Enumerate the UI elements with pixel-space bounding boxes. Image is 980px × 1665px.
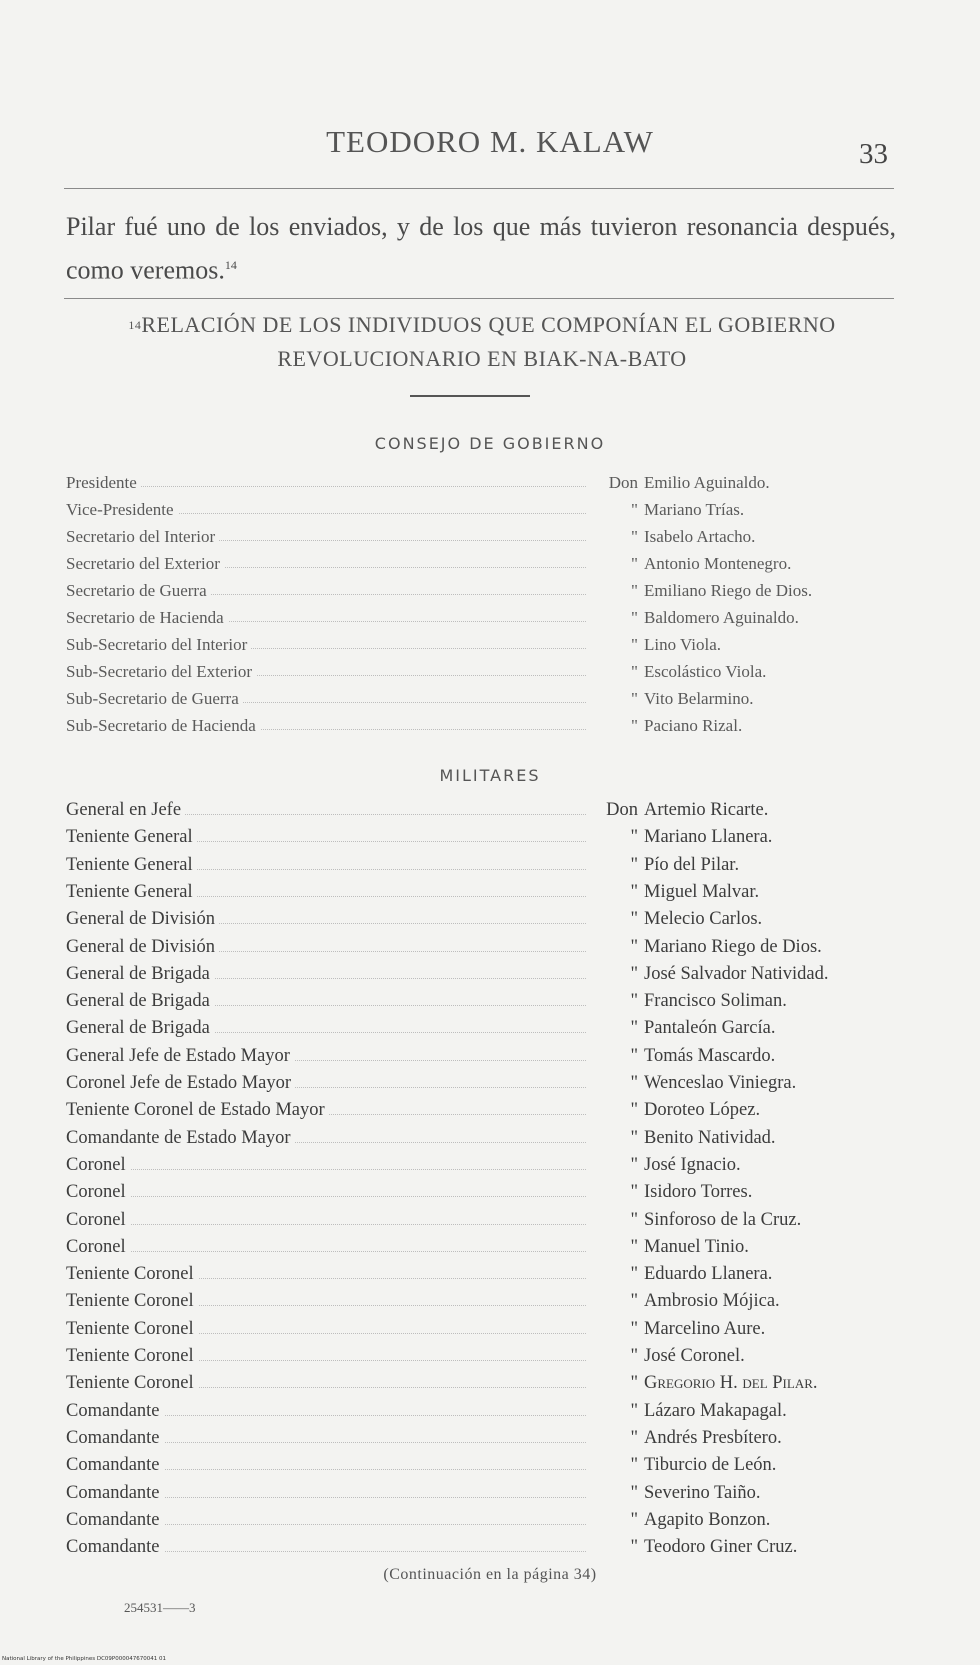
role-label: General de Brigada — [66, 1018, 214, 1038]
roster-row — [66, 937, 886, 964]
roster-row — [66, 608, 886, 635]
person-name: José Coronel. — [644, 1346, 745, 1366]
person-name: Mariano Trías. — [644, 500, 745, 519]
name-prefix: " — [630, 1509, 638, 1530]
person-name: Doroteo López. — [644, 1100, 761, 1121]
name-prefix: " — [631, 527, 638, 546]
person-name: Mariano Riego de Dios. — [644, 936, 822, 957]
role-cell — [66, 1455, 586, 1476]
name-prefix: " — [630, 1100, 638, 1121]
role-cell — [66, 1401, 586, 1422]
role-cell — [66, 1483, 586, 1504]
name-prefix: " — [630, 1073, 638, 1093]
person-name: Sinforoso de la Cruz. — [644, 1209, 802, 1230]
role-cell — [66, 1510, 586, 1531]
leader-dots — [66, 1196, 586, 1197]
role-cell — [66, 937, 586, 958]
name-prefix: " — [630, 1427, 638, 1448]
name-prefix: " — [630, 936, 638, 957]
person-name: Lino Viola. — [644, 635, 722, 654]
name-prefix: " — [631, 581, 638, 600]
person-name: Tomás Mascardo. — [644, 1045, 776, 1066]
footnote-heading — [62, 308, 902, 376]
role-cell — [66, 500, 586, 520]
role-cell — [66, 1237, 586, 1258]
name-prefix: Don — [606, 800, 638, 820]
person-name: Isabelo Artacho. — [644, 527, 756, 546]
role-cell — [66, 716, 586, 736]
person-name: Agapito Bonzon. — [644, 1509, 771, 1530]
person-name: Artemio Ricarte. — [644, 800, 769, 820]
role-label: Teniente Coronel — [66, 1264, 198, 1284]
role-label: Secretario de Guerra — [66, 581, 211, 600]
footnote-reference: 14 — [224, 258, 237, 272]
role-label: Comandante — [66, 1428, 164, 1448]
name-prefix: " — [631, 662, 638, 681]
role-cell — [66, 855, 586, 876]
person-name: Paciano Rizal. — [644, 716, 743, 735]
role-cell — [66, 1264, 586, 1285]
footnote-heading-line2: REVOLUCIONARIO EN BIAK-NA-BATO — [277, 346, 687, 371]
person-name: Pantaleón García. — [644, 1018, 776, 1039]
roster-row — [66, 662, 886, 689]
name-prefix: " — [630, 1127, 638, 1148]
name-prefix: " — [631, 635, 638, 654]
library-credit: National Library of the Philippines DC09P000047670041 01 — [2, 1656, 166, 1662]
roster-row — [66, 716, 886, 743]
leader-dots — [66, 1224, 586, 1225]
role-label: Comandante — [66, 1483, 164, 1503]
role-label: Presidente — [66, 473, 141, 492]
name-prefix: " — [631, 608, 638, 627]
person-name: Marcelino Aure. — [644, 1318, 766, 1339]
person-name: Francisco Soliman. — [644, 991, 787, 1012]
role-cell — [66, 1128, 586, 1149]
roster-row — [66, 1073, 886, 1100]
name-prefix: " — [630, 991, 638, 1012]
role-label: General en Jefe — [66, 800, 185, 820]
footnote-marker: 14 — [128, 318, 142, 332]
person-name: José Salvador Natividad. — [644, 963, 829, 984]
role-label: Teniente Coronel — [66, 1373, 198, 1393]
name-prefix: " — [631, 716, 638, 735]
name-prefix: " — [630, 1045, 638, 1066]
name-prefix: " — [631, 554, 638, 573]
roster-row — [66, 1128, 886, 1155]
print-code: 254531——3 — [124, 1600, 196, 1615]
name-prefix: " — [630, 827, 638, 848]
roster-row — [66, 1291, 886, 1318]
role-cell — [66, 473, 586, 493]
role-label: Sub-Secretario del Interior — [66, 635, 251, 654]
name-prefix: " — [631, 500, 638, 519]
role-label: Teniente Coronel de Estado Mayor — [66, 1100, 329, 1120]
person-name: Isidoro Torres. — [644, 1182, 753, 1203]
role-cell — [66, 1155, 586, 1176]
person-name: Ambrosio Mójica. — [644, 1291, 780, 1312]
name-prefix: " — [630, 881, 638, 902]
name-prefix: " — [630, 909, 638, 930]
roster-row — [66, 1346, 886, 1373]
name-prefix: " — [630, 1209, 638, 1230]
role-cell — [66, 1537, 586, 1558]
roster-row — [66, 991, 886, 1018]
person-name: Lázaro Makapagal. — [644, 1400, 787, 1421]
role-label: Teniente General — [66, 882, 197, 902]
roster-row — [66, 1046, 886, 1073]
role-label: General Jefe de Estado Mayor — [66, 1046, 294, 1066]
role-cell — [66, 1319, 586, 1340]
leader-dots — [66, 486, 586, 487]
name-prefix: " — [630, 1318, 638, 1339]
role-label: Comandante — [66, 1401, 164, 1421]
role-label: Comandante — [66, 1510, 164, 1530]
name-prefix: " — [630, 963, 638, 984]
roster-row — [66, 1401, 886, 1428]
person-name: Andrés Presbítero. — [644, 1427, 782, 1448]
name-prefix: " — [630, 1373, 638, 1394]
role-label: Comandante de Estado Mayor — [66, 1128, 295, 1148]
person-name: Miguel Malvar. — [644, 881, 760, 902]
person-name: Teodoro Giner Cruz. — [644, 1537, 798, 1558]
role-cell — [66, 662, 586, 682]
name-prefix: " — [630, 1400, 638, 1421]
role-cell — [66, 1073, 586, 1094]
roster-row — [66, 1510, 886, 1537]
role-cell — [66, 964, 586, 985]
role-cell — [66, 1373, 586, 1394]
role-cell — [66, 635, 586, 655]
role-label: Comandante — [66, 1455, 164, 1475]
roster-row — [66, 1210, 886, 1237]
roster-row — [66, 1182, 886, 1209]
role-cell — [66, 991, 586, 1012]
person-name: Emiliano Riego de Dios. — [644, 581, 813, 600]
role-label: Secretario del Exterior — [66, 554, 224, 573]
role-cell — [66, 1182, 586, 1203]
name-prefix: " — [630, 854, 638, 875]
role-label: Sub-Secretario del Exterior — [66, 662, 256, 681]
roster-row — [66, 1264, 886, 1291]
name-prefix: Don — [608, 473, 638, 492]
roster-row — [66, 1155, 886, 1182]
roster-row — [66, 473, 886, 500]
role-cell — [66, 554, 586, 574]
person-name: Pío del Pilar. — [644, 854, 740, 875]
roster-row — [66, 1018, 886, 1045]
roster-row — [66, 1537, 886, 1564]
role-label: Secretario del Interior — [66, 527, 219, 546]
person-name: Escolástico Viola. — [644, 662, 767, 681]
roster-row — [66, 1319, 886, 1346]
roster-row — [66, 689, 886, 716]
role-cell — [66, 689, 586, 709]
role-label: General de División — [66, 909, 219, 929]
role-label: Coronel — [66, 1210, 130, 1230]
roster-row — [66, 964, 886, 991]
name-prefix: " — [630, 1182, 638, 1203]
person-name: Melecio Carlos. — [644, 909, 763, 930]
role-cell — [66, 1291, 586, 1312]
name-prefix: " — [630, 1537, 638, 1558]
role-cell — [66, 827, 586, 848]
role-cell — [66, 1210, 586, 1231]
person-name: Eduardo Llanera. — [644, 1264, 773, 1285]
person-name: Manuel Tinio. — [644, 1236, 749, 1257]
footnote-rule — [64, 298, 894, 299]
name-prefix: " — [630, 1291, 638, 1312]
roster-row — [66, 635, 886, 662]
role-label: Sub-Secretario de Guerra — [66, 689, 243, 708]
roster-row — [66, 1428, 886, 1455]
role-label: Teniente Coronel — [66, 1346, 198, 1366]
person-name: Emilio Aguinaldo. — [644, 473, 770, 492]
role-label: Teniente Coronel — [66, 1291, 198, 1311]
header-rule — [64, 188, 894, 189]
role-label: Teniente General — [66, 855, 197, 875]
role-label: General de Brigada — [66, 964, 214, 984]
role-label: Coronel Jefe de Estado Mayor — [66, 1073, 295, 1093]
role-cell — [66, 1018, 586, 1039]
body-paragraph — [66, 208, 896, 290]
person-name: José Ignacio. — [644, 1154, 741, 1175]
person-name: Gregorio H. del Pilar. — [644, 1373, 818, 1394]
role-cell — [66, 608, 586, 628]
leader-dots — [66, 1169, 586, 1170]
role-label: General de Brigada — [66, 991, 214, 1011]
roster-row — [66, 581, 886, 608]
roster-row — [66, 827, 886, 854]
person-name: Benito Natividad. — [644, 1127, 776, 1148]
role-cell — [66, 1100, 586, 1121]
role-cell — [66, 1346, 586, 1367]
militares-title: MILITARES — [439, 766, 541, 785]
roster-row — [66, 1483, 886, 1510]
role-cell — [66, 1428, 586, 1449]
roster-row — [66, 800, 886, 827]
person-name: Mariano Llanera. — [644, 827, 773, 848]
person-name: Baldomero Aguinaldo. — [644, 608, 799, 627]
page-number: 33 — [859, 138, 888, 170]
footnote-heading-line1: RELACIÓN DE LOS INDIVIDUOS QUE COMPONÍAN EL GOBIERNO — [141, 312, 836, 337]
role-label: Coronel — [66, 1155, 130, 1175]
role-label: Sub-Secretario de Hacienda — [66, 716, 260, 735]
name-prefix: " — [630, 1236, 638, 1257]
roster-row — [66, 855, 886, 882]
roster-row — [66, 527, 886, 554]
leader-dots — [66, 1251, 586, 1252]
name-prefix: " — [630, 1264, 638, 1285]
name-prefix: " — [630, 1346, 638, 1366]
roster-row — [66, 1455, 886, 1482]
roster-row — [66, 882, 886, 909]
role-label: Comandante — [66, 1537, 164, 1557]
role-label: Teniente General — [66, 827, 197, 847]
role-label: Teniente Coronel — [66, 1319, 198, 1339]
roster-row — [66, 1237, 886, 1264]
roster-row — [66, 1100, 886, 1127]
person-name: Tiburcio de León. — [644, 1455, 777, 1476]
person-name: Antonio Montenegro. — [644, 554, 792, 573]
section-divider — [410, 395, 530, 397]
name-prefix: " — [630, 1018, 638, 1039]
roster-row — [66, 1373, 886, 1400]
role-cell — [66, 909, 586, 930]
role-cell — [66, 527, 586, 547]
roster-row — [66, 500, 886, 527]
role-label: Coronel — [66, 1237, 130, 1257]
person-name: Wenceslao Viniegra. — [644, 1073, 797, 1093]
person-name: Severino Taiño. — [644, 1482, 761, 1503]
role-label: General de División — [66, 937, 219, 957]
role-label: Vice-Presidente — [66, 500, 178, 519]
name-prefix: " — [631, 689, 638, 708]
role-label: Coronel — [66, 1182, 130, 1202]
role-cell — [66, 1046, 586, 1067]
roster-row — [66, 909, 886, 936]
person-name: Vito Belarmino. — [644, 689, 754, 708]
name-prefix: " — [630, 1154, 638, 1175]
continuation-note: (Continuación en la página 34) — [383, 1566, 597, 1583]
roster-row — [66, 554, 886, 581]
name-prefix: " — [630, 1455, 638, 1476]
role-cell — [66, 581, 586, 601]
role-cell — [66, 800, 586, 821]
consejo-title: CONSEJO DE GOBIERNO — [374, 434, 606, 453]
name-prefix: " — [630, 1482, 638, 1503]
running-head: TEODORO M. KALAW — [326, 124, 654, 159]
role-label: Secretario de Hacienda — [66, 608, 228, 627]
paragraph-text: Pilar fué uno de los enviados, y de los que más tuvieron resonancia después, como veremos. — [66, 212, 896, 285]
role-cell — [66, 882, 586, 903]
